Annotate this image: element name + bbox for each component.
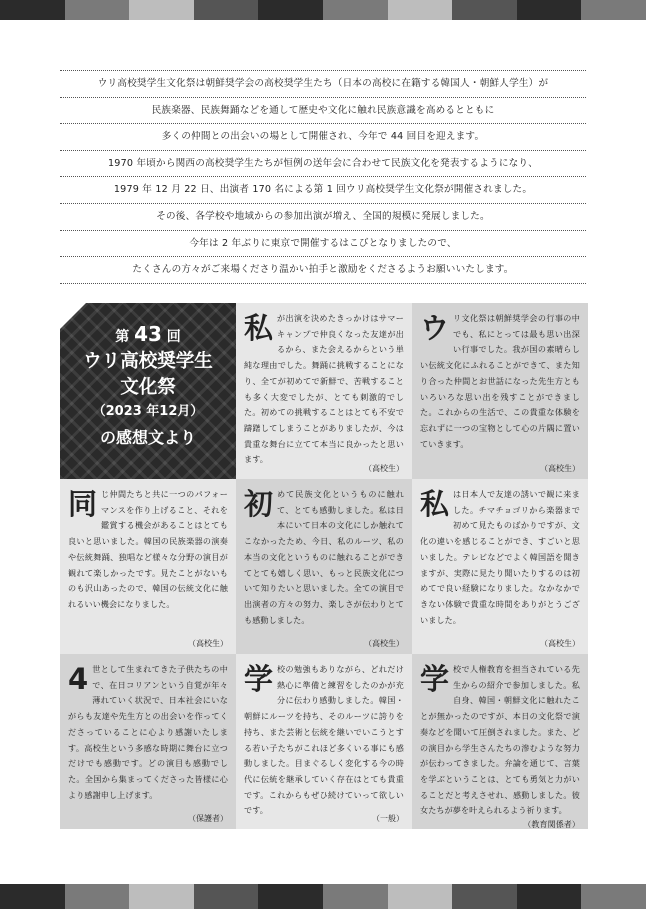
band-segment [129, 0, 194, 20]
essay-initial: 4 [68, 662, 89, 696]
band-segment [65, 884, 130, 909]
intro-line: 1979 年 12 月 22 日、出演者 170 名による第 1 回ウリ高校奨学生文化祭が開催されました。 [60, 177, 586, 204]
essay-card [412, 303, 588, 479]
essay-text-content: 校で人権教育を担当されている先生からの紹介で参加しました。私自身、韓国・朝鮮文化に触れたことが無かったのですが、本日の文化祭で演奏などを聞いて圧倒されました。また、どの演目から学生さんたちの滲むような努力が伝わってきました。弁論を通じて、言葉を学ぶということは、とても勇気と力がいることだと考えさせれ、感動しました。彼女たちが夢を叶えられるよう祈ります。 [420, 664, 580, 816]
event-date: （2023 年12月） [92, 404, 204, 419]
essay-text: は日本人で友達の誘いで観に来ました。チマチョゴリから楽器まで初めて見たものばかりですが、文化の違いを感じることができ、すごいと思いました。テレビなどでよく韓国語を聞きますが、実際に見たり聞いたりするのは初めてで良い経験になりました。なかなかできない体験で貴重な時間をありがとうございました。 [420, 489, 580, 625]
essay-signature: （保護者） [188, 814, 228, 823]
essay-text: じ仲間たちと共に一つのパフォーマンスを作り上げること、それを鑑賞する機会があることはとても良いと思いました。韓国の民族楽器の演奏や伝統舞踊、独唱など様々な分野の演目が観れて楽しかったです。見たことがないものも沢山あったので、韓国の伝統文化に触れるいい機会になりました。 [68, 489, 228, 609]
event-name-line2: 文化祭 [120, 377, 176, 398]
essay-text: リ文化祭は朝鮮奨学会の行事の中でも、私にとっては最も思い出深い行事でした。我が国の素晴らしい伝統文化にふれることができて、また知り合った仲間とお世話になった先生方ともいろいろな思い出を残すことができました。これからの生活で、この貴重な体験を忘れずに一つの宝物として心の片隅に置いていきます。 [420, 313, 580, 449]
essay-initial: 私 [244, 311, 274, 345]
essay-signature: （教育関係者） [523, 820, 580, 829]
band-segment [388, 0, 453, 20]
essay-card [236, 479, 412, 654]
essay-card [412, 654, 588, 829]
band-segment [388, 884, 453, 909]
essay-initial: 私 [420, 487, 450, 521]
band-segment [452, 0, 517, 20]
essay-grid [60, 303, 588, 829]
band-segment [194, 884, 259, 909]
band-segment [129, 884, 194, 909]
band-segment [194, 0, 259, 20]
intro-line: ウリ高校奨学生文化祭は朝鮮奨学会の高校奨学生たち（日本の高校に在籍する韓国人・朝鮮人学生）が [60, 70, 586, 98]
band-segment [258, 884, 323, 909]
band-segment [65, 0, 130, 20]
band-segment [517, 0, 582, 20]
edition-label [66, 323, 230, 348]
essay-text: が出演を決めたきっかけはサマーキャンプで仲良くなった友達が出るから、また会えるからという単純な理由でした。舞踊に挑戦することになり、全てが初めてで新鮮で、苦戦することも多く大変でしたが、とても刺激的でした。初めての挑戦することはとても不安で躊躇してしまうことがありましたが、今は貴重な舞台に立てて本当に良かったと思います。 [244, 313, 404, 465]
band-segment [323, 884, 388, 909]
intro-line: 今年は 2 年ぶりに東京で開催するはこびとなりましたので、 [60, 231, 586, 258]
essay-card [412, 479, 588, 654]
essay-signature: （高校生） [540, 639, 580, 648]
essay-card [236, 303, 412, 479]
event-name-line1: ウリ高校奨学生 [83, 351, 213, 372]
essay-initial: 学 [420, 662, 450, 696]
bottom-pattern-band [0, 884, 646, 909]
essay-signature: （高校生） [364, 464, 404, 473]
intro-line: その後、各学校や地域からの参加出演が増え、全国的規模に発展しました。 [60, 204, 586, 231]
essay-text: めて民族文化というものに触れて、とても感動しました。私は日本にいて日本の文化にしか触れてこなかったため、今日、私のルーツ、私の本当の文化というものに触れることができてとても嬉しく思い、もっと民族文化について知りたいと思いました。全ての演目で出演者の方々の努力、楽しさが伝わりとても感動しました。 [244, 489, 404, 625]
essay-card [60, 479, 236, 654]
band-segment [323, 0, 388, 20]
essay-text: 校の勉強もありながら、どれだけ熱心に準備と練習をしたのかが充分に伝わり感動しました。韓国・朝鮮にルーツを持ち、そのルーツに誇りを持ち、また芸術と伝統を継いでいこうとする若い子たちがこれほど多くいる事にも感動しました。目まぐるしく変化する今の時代に伝統を継承していく存在はとても貴重です。これからもぜひ続けていって欲しいです。 [244, 664, 404, 816]
essay-signature: （高校生） [188, 639, 228, 648]
band-segment [452, 884, 517, 909]
intro-line: たくさんの方々がご来場くださり温かい拍手と激励をくださるようお願いいたします。 [60, 257, 586, 284]
essay-initial: 初 [244, 487, 274, 521]
essay-initial: ウ [420, 311, 450, 345]
intro-line: 多くの仲間との出会いの場として開催され、今年で 44 回目を迎えます。 [60, 124, 586, 151]
essay-signature: （高校生） [364, 639, 404, 648]
edition-number: 43 [134, 322, 162, 346]
band-segment [0, 884, 65, 909]
essay-signature: （一般） [372, 814, 404, 823]
title-block [60, 303, 236, 479]
essay-initial: 学 [244, 662, 274, 696]
intro-line: 1970 年頃から関西の高校奨学生たちが恒例の送年会に合わせて民族文化を発表するようになり、 [60, 151, 586, 178]
essay-card [236, 654, 412, 829]
edition-suffix: 回 [166, 329, 181, 345]
essay-signature: （高校生） [540, 464, 580, 473]
edition-prefix: 第 [115, 329, 130, 345]
band-segment [581, 884, 646, 909]
intro-line: 民族楽器、民族舞踊などを通して歴史や文化に触れ民族意識を高めるとともに [60, 98, 586, 125]
band-segment [258, 0, 323, 20]
band-segment [0, 0, 65, 20]
essay-card [60, 654, 236, 829]
top-pattern-band [0, 0, 646, 20]
band-segment [581, 0, 646, 20]
essay-text: 世として生まれてきた子供たちの中で、在日コリアンという自覚が年々薄れていく状況で、日本社会にいながらも友達や先生方との出会いを作ってくださっていることに心より感謝いたします。高校生という多感な時期に舞台に立つだけでも感動です。どの演目も感動でした。全国から集まってくださった皆様に心より感謝申し上げます。 [68, 664, 228, 800]
intro-text [60, 70, 586, 284]
essay-initial: 同 [68, 487, 98, 521]
section-subtitle: の感想文より [99, 428, 196, 447]
band-segment [517, 884, 582, 909]
